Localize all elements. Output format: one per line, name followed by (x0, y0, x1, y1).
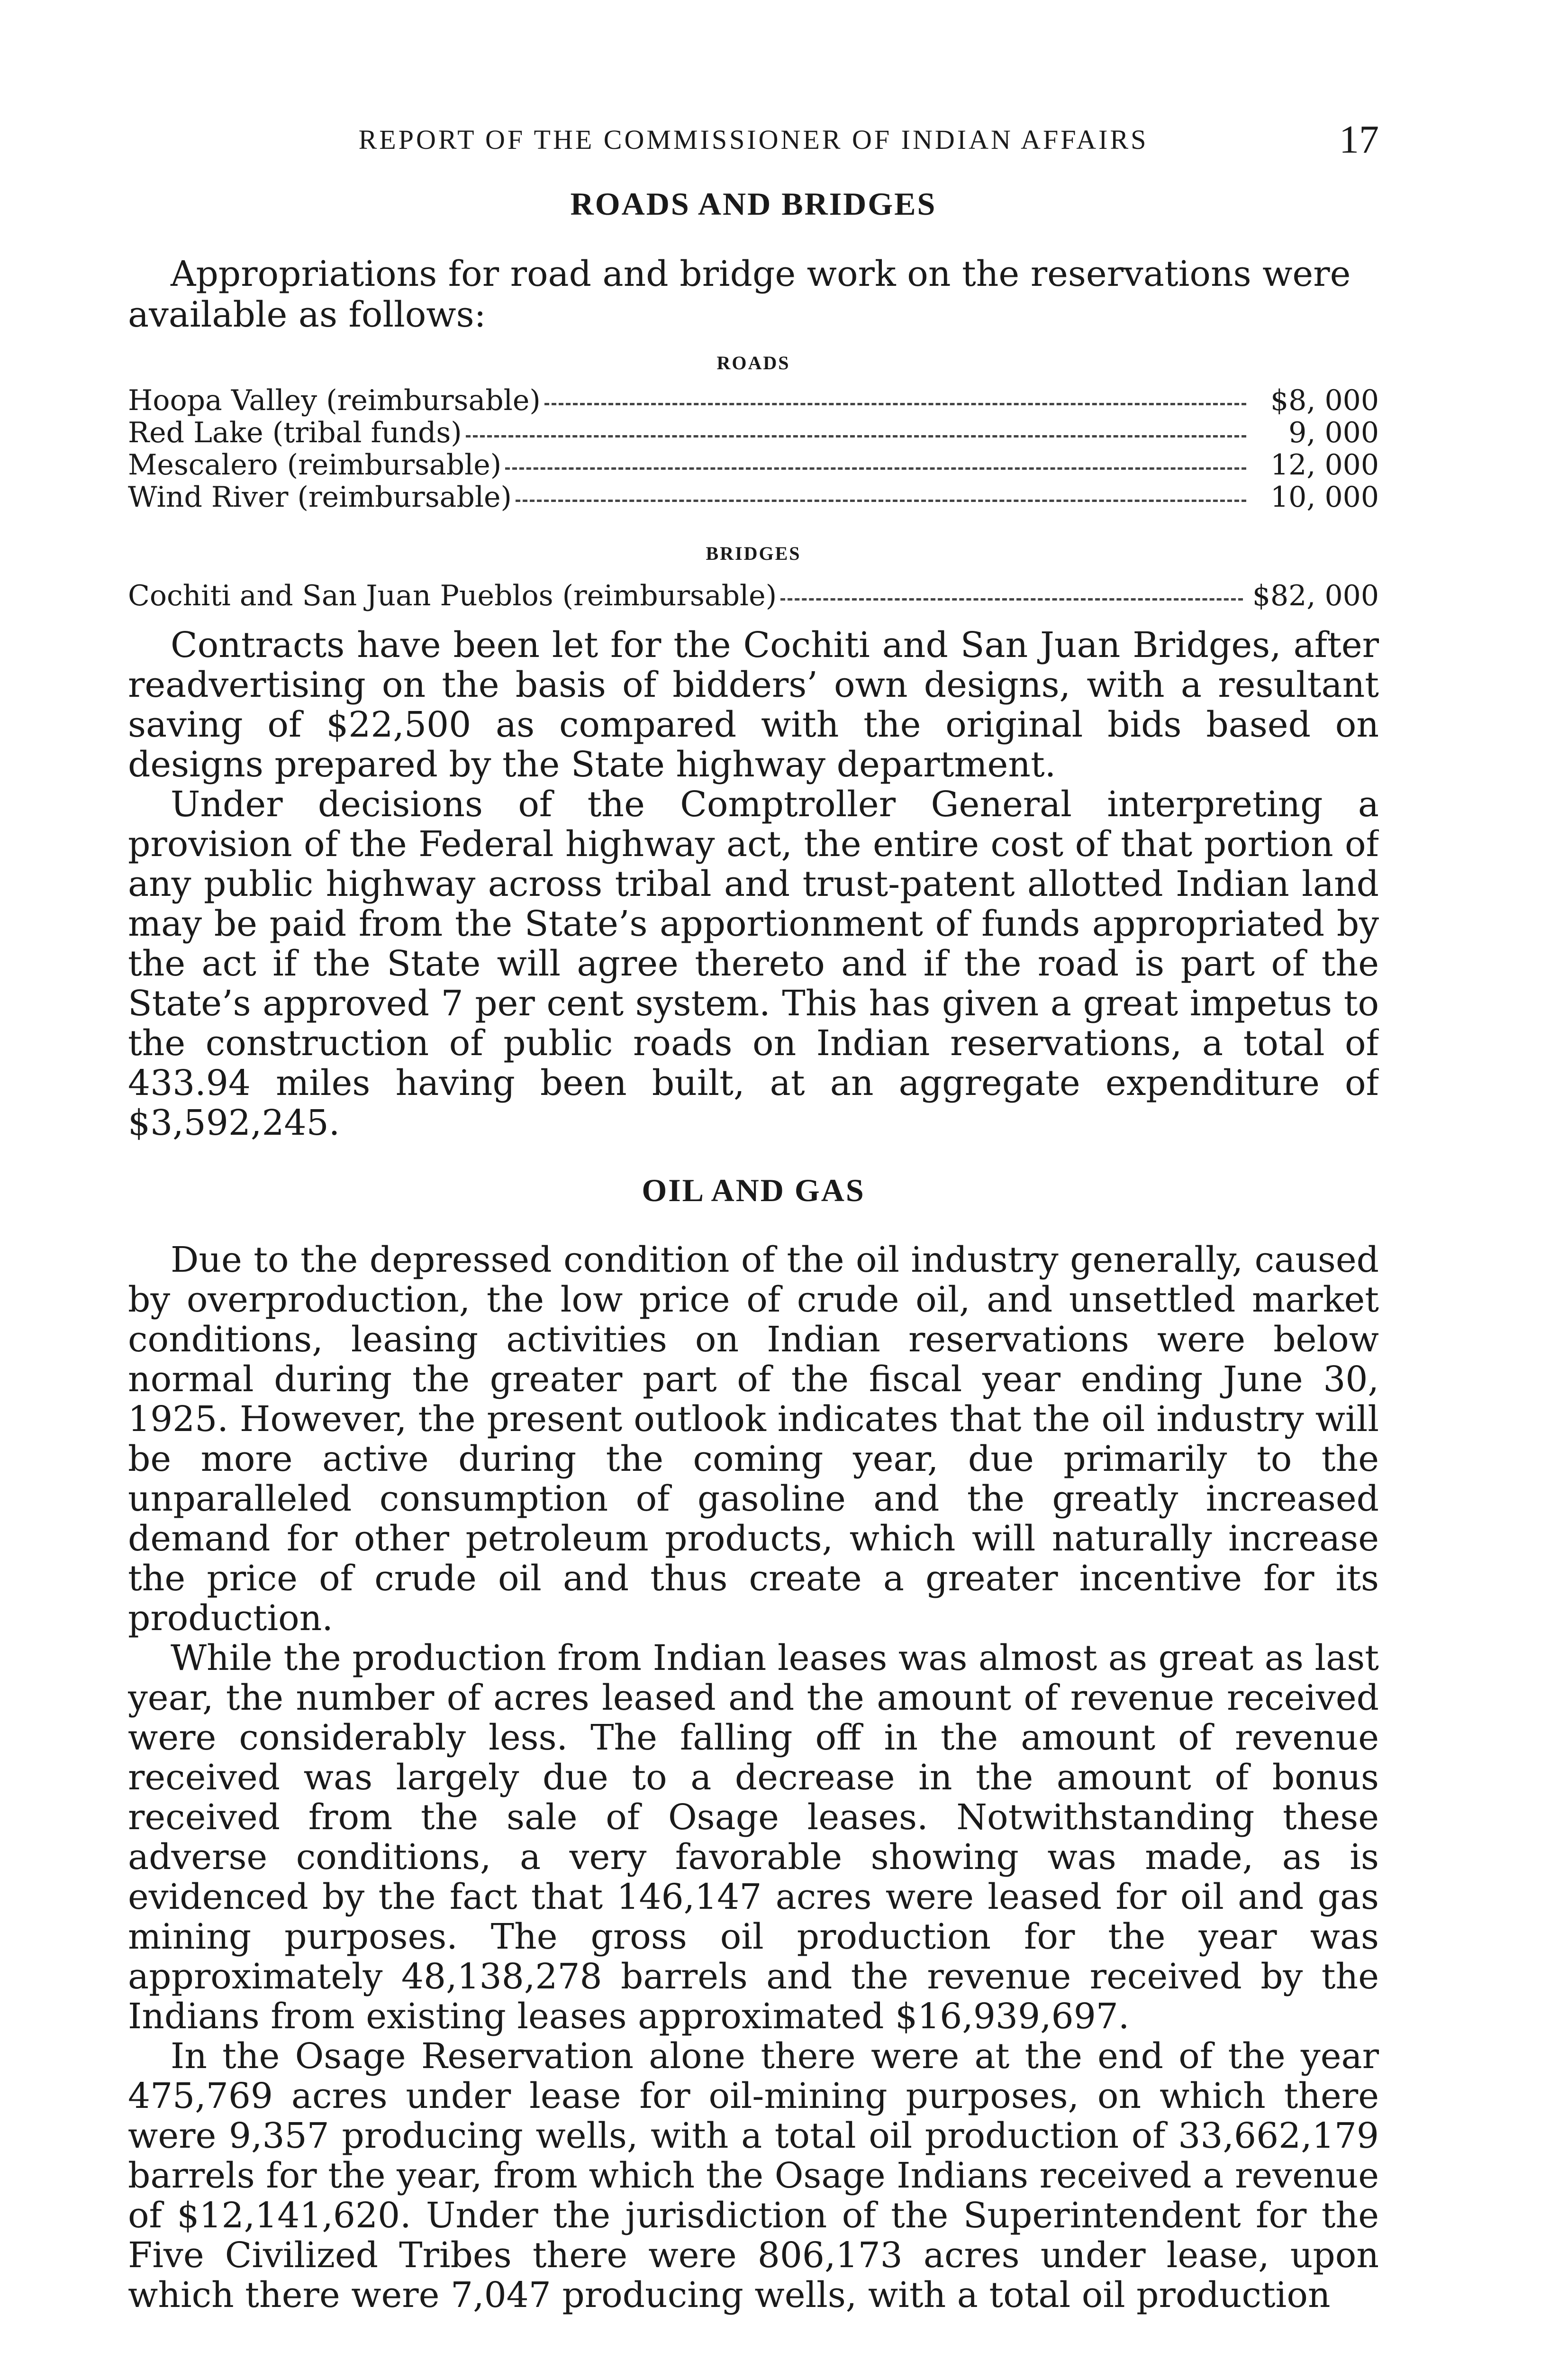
roads-row-item: Red Lake (tribal funds) (128, 416, 462, 449)
roads-row-amount: $8, 000 (1270, 384, 1379, 417)
roads-table (128, 384, 1379, 513)
bridges-row-item: Cochiti and San Juan Pueblos (reimbursable) (128, 579, 777, 612)
bridges-subheading: BRIDGES (706, 543, 801, 564)
roads-row-item: Wind River (reimbursable) (128, 481, 512, 514)
page-number: 17 (1339, 118, 1379, 162)
dot-leader (544, 403, 1246, 405)
appropriations-intro: Appropriations for road and bridge work on the reservations were available as follows: (128, 254, 1351, 335)
roads-row-amount: 9, 000 (1288, 416, 1379, 449)
bridges-row-amount: $82, 000 (1252, 579, 1379, 612)
roads-row (128, 449, 1379, 481)
bridges-row (128, 580, 1379, 612)
dot-leader (466, 435, 1246, 438)
section-title-roads-and-bridges: ROADS AND BRIDGES (570, 186, 937, 222)
roads-row-item: Hoopa Valley (reimbursable) (128, 384, 541, 417)
roads-row (128, 481, 1379, 513)
bridges-table (128, 580, 1379, 612)
paragraph-bridge-contracts: Contracts have been let for the Cochiti and San Juan Bridges, after readvertising on the basis of bidders’ own designs, with a resultant saving of $22,500 as compared with the original bids based on designs prepared by the State highway department. (128, 625, 1379, 785)
paragraph-oil-industry: Due to the depressed condition of the oil industry generally, caused by overproduction, the low price of crude oil, and unsettled market conditions, leasing activities on Indian reservations were below normal during the greater part of the fiscal year ending June 30, 1925. However, the present outlook indicates that the oil industry will be more active during the coming year, due primarily to the unparalleled consumption of gasoline and the greatly increased demand for other petroleum products, which will naturally increase the price of crude oil and thus create a greater incentive for its production. (128, 1240, 1379, 1639)
roads-row-amount: 12, 000 (1270, 448, 1379, 482)
paragraph-indian-leases: While the production from Indian leases was almost as great as last year, the number of acres leased and the amount of revenue received were considerably less. The falling off in the amount of revenue received was largely due to a decrease in the amount of bonus received from the sale of Osage leases. Notwithstanding these adverse conditions, a very favorable showing was made, as is evidenced by the fact that 146,147 acres were leased for oil and gas mining purposes. The gross oil production for the year was approximately 48,138,278 barrels and the revenue received by the Indians from existing leases approximated $16,939,697. (128, 1638, 1379, 2037)
roads-row (128, 384, 1379, 417)
dot-leader (516, 500, 1246, 502)
running-title: REPORT OF THE COMMISSIONER OF INDIAN AFFAIRS (358, 124, 1149, 155)
roads-row (128, 417, 1379, 449)
section-title-oil-and-gas: OIL AND GAS (642, 1172, 865, 1208)
dot-leader (780, 598, 1243, 601)
roads-subheading: ROADS (716, 352, 790, 374)
paragraph-highway-act: Under decisions of the Comptroller General interpreting a provision of the Federal highway act, the entire cost of that portion of any public highway across tribal and trust-patent allotted Indian land may be paid from the State’s apportionment of funds appropriated by the act if the State will agree thereto and if the road is part of the State’s approved 7 per cent system. This has given a great impetus to the construction of public roads on Indian reservations, a total of 433.94 miles having been built, at an aggregate expenditure of $3,592,245. (128, 784, 1379, 1143)
roads-row-item: Mescalero (reimbursable) (128, 448, 502, 482)
roads-row-amount: 10, 000 (1270, 481, 1379, 514)
running-head (128, 114, 1379, 166)
document-page (128, 114, 1379, 2370)
dot-leader (505, 467, 1246, 470)
paragraph-osage-reservation: In the Osage Reservation alone there were at the end of the year 475,769 acres under lease for oil-mining purposes, on which there were 9,357 producing wells, with a total oil production of 33,662,179 barrels for the year, from which the Osage Indians received a revenue of $12,141,620. Under the jurisdiction of the Superintendent for the Five Civilized Tribes there were 806,173 acres under lease, upon which there were 7,047 producing wells, with a total oil production (128, 2036, 1379, 2315)
